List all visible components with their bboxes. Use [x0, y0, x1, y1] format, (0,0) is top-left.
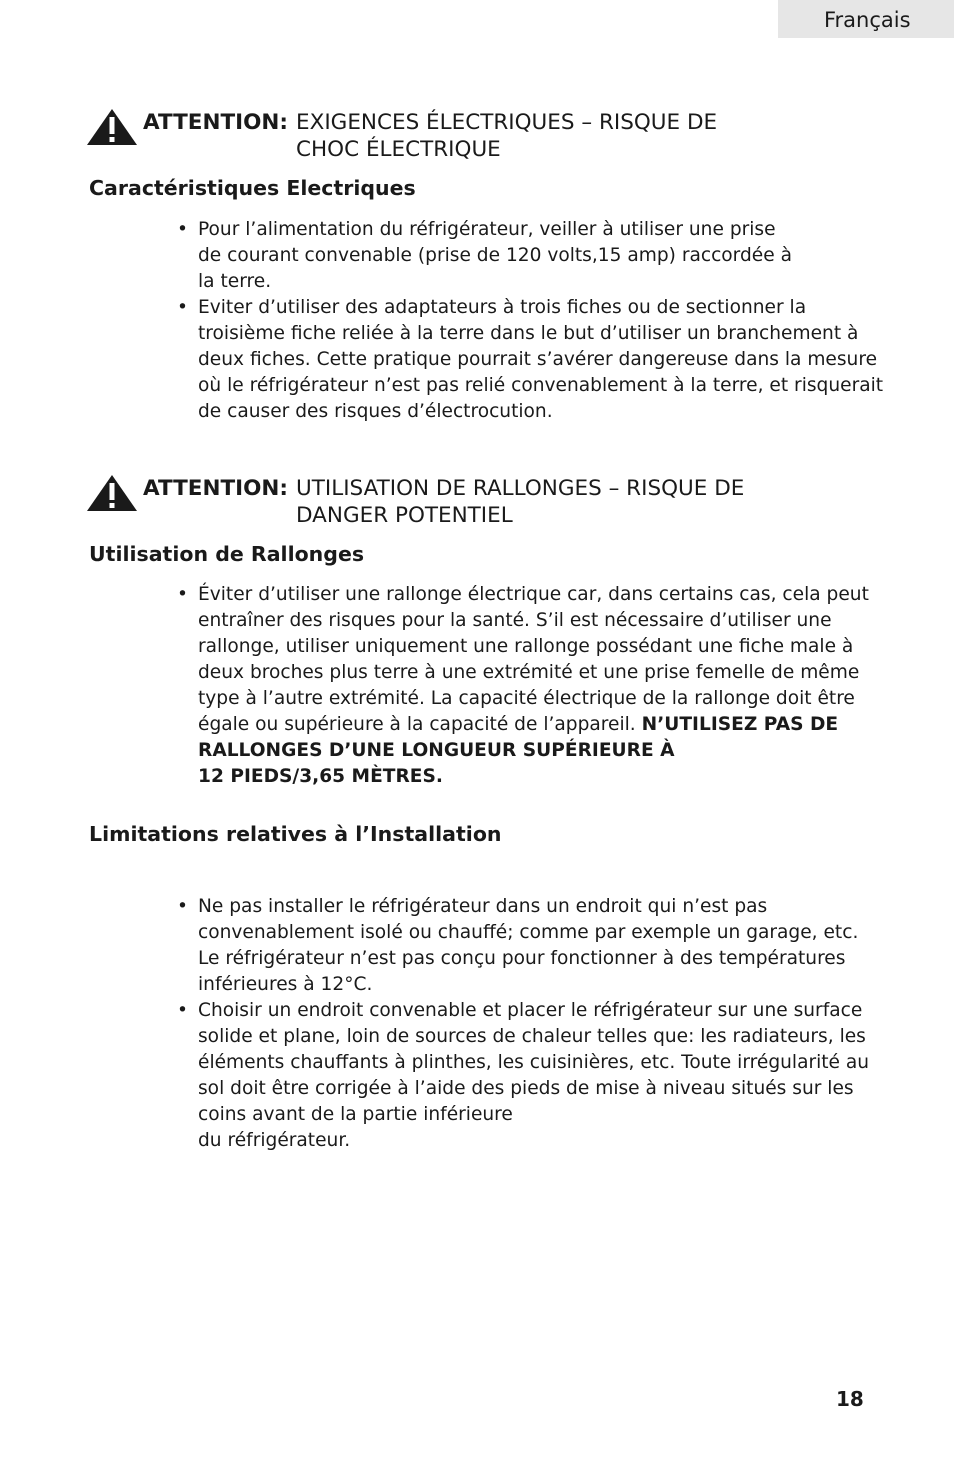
bold-warning: 12 PIEDS/3,65 MÈTRES. — [198, 766, 443, 787]
text-line: Eviter d’utiliser des adaptateurs à trois fiches ou de sectionner la — [198, 297, 807, 318]
text-line — [198, 738, 867, 764]
warning-extension-cords — [87, 475, 887, 535]
heading-installation-limits: Limitations relatives à l’Installation — [89, 822, 502, 846]
warning-text — [296, 475, 776, 529]
text-line: solide et plane, loin de sources de chaleur telles que: les radiateurs, les — [198, 1026, 866, 1047]
text-line: deux fiches. Cette pratique pourrait s’avérer dangereuse dans la mesure — [198, 349, 878, 370]
bullet-icon: • — [177, 584, 188, 605]
text-line: rallonge, utiliser uniquement une rallonge possédant une fiche male à — [198, 636, 854, 657]
warning-label: ATTENTION: — [143, 476, 289, 501]
list-item — [177, 217, 867, 295]
bullet-icon: • — [177, 1000, 188, 1021]
text-line: Choisir un endroit convenable et placer le réfrigérateur sur une surface — [198, 1000, 863, 1021]
text-line — [198, 764, 867, 790]
warning-label: ATTENTION: — [143, 110, 289, 135]
warning-triangle-icon — [87, 475, 137, 511]
bullet-icon: • — [177, 297, 188, 318]
text-line: entraîner des risques pour la santé. S’il est nécessaire d’utiliser une — [198, 610, 832, 631]
language-tab: Français — [778, 0, 954, 38]
text-line: type à l’autre extrémité. La capacité électrique de la rallonge doit être — [198, 688, 855, 709]
heading-electrical-specs: Caractéristiques Electriques — [89, 176, 416, 200]
text-line: la terre. — [198, 271, 272, 292]
text-line: où le réfrigérateur n’est pas relié convenablement à la terre, et risquerait — [198, 375, 884, 396]
page-number: 18 — [836, 1387, 864, 1411]
warning-line: UTILISATION DE RALLONGES – RISQUE DE — [296, 476, 745, 501]
warning-line: EXIGENCES ÉLECTRIQUES – RISQUE DE — [296, 110, 718, 135]
bold-warning: RALLONGES D’UNE LONGUEUR SUPÉRIEURE À — [198, 740, 675, 761]
text-line: de causer des risques d’électrocution. — [198, 401, 553, 422]
text-line: deux broches plus terre à une extrémité et une prise femelle de même — [198, 662, 860, 683]
installation-list — [177, 894, 870, 1154]
list-item — [177, 998, 870, 1154]
text-line: Éviter d’utiliser une rallonge électrique car, dans certains cas, cela peut — [198, 584, 869, 605]
warning-line: CHOC ÉLECTRIQUE — [296, 137, 501, 162]
heading-extension-cords: Utilisation de Rallonges — [89, 542, 365, 566]
text-line: sol doit être corrigée à l’aide des pieds de mise à niveau situés sur les — [198, 1078, 854, 1099]
extension-list — [177, 582, 867, 790]
list-item — [177, 582, 867, 790]
warning-triangle-icon — [87, 109, 137, 145]
bullet-icon: • — [177, 219, 188, 240]
electrical-list — [177, 217, 884, 425]
text-segment: égale ou supérieure à la capacité de l’appareil. — [198, 714, 636, 735]
bullet-icon: • — [177, 896, 188, 917]
text-line: coins avant de la partie inférieure — [198, 1104, 513, 1125]
warning-text — [296, 109, 776, 163]
text-line: Le réfrigérateur n’est pas conçu pour fonctionner à des températures — [198, 948, 846, 969]
text-line: du réfrigérateur. — [198, 1130, 351, 1151]
warning-electrical — [87, 109, 887, 169]
warning-line: DANGER POTENTIEL — [296, 503, 513, 528]
text-line: de courant convenable (prise de 120 volts,15 amp) raccordée à — [198, 245, 792, 266]
text-line: inférieures à 12°C. — [198, 974, 373, 995]
text-line: convenablement isolé ou chauffé; comme par exemple un garage, etc. — [198, 922, 859, 943]
text-line: Ne pas installer le réfrigérateur dans un endroit qui n’est pas — [198, 896, 768, 917]
text-line: troisième fiche reliée à la terre dans le but d’utiliser un branchement à — [198, 323, 859, 344]
text-line: éléments chauffants à plinthes, les cuisinières, etc. Toute irrégularité au — [198, 1052, 870, 1073]
list-item — [177, 894, 867, 998]
text-line — [198, 712, 867, 738]
list-item — [177, 295, 884, 425]
bold-warning: N’UTILISEZ PAS DE — [641, 714, 839, 735]
text-line: Pour l’alimentation du réfrigérateur, veiller à utiliser une prise — [198, 219, 776, 240]
